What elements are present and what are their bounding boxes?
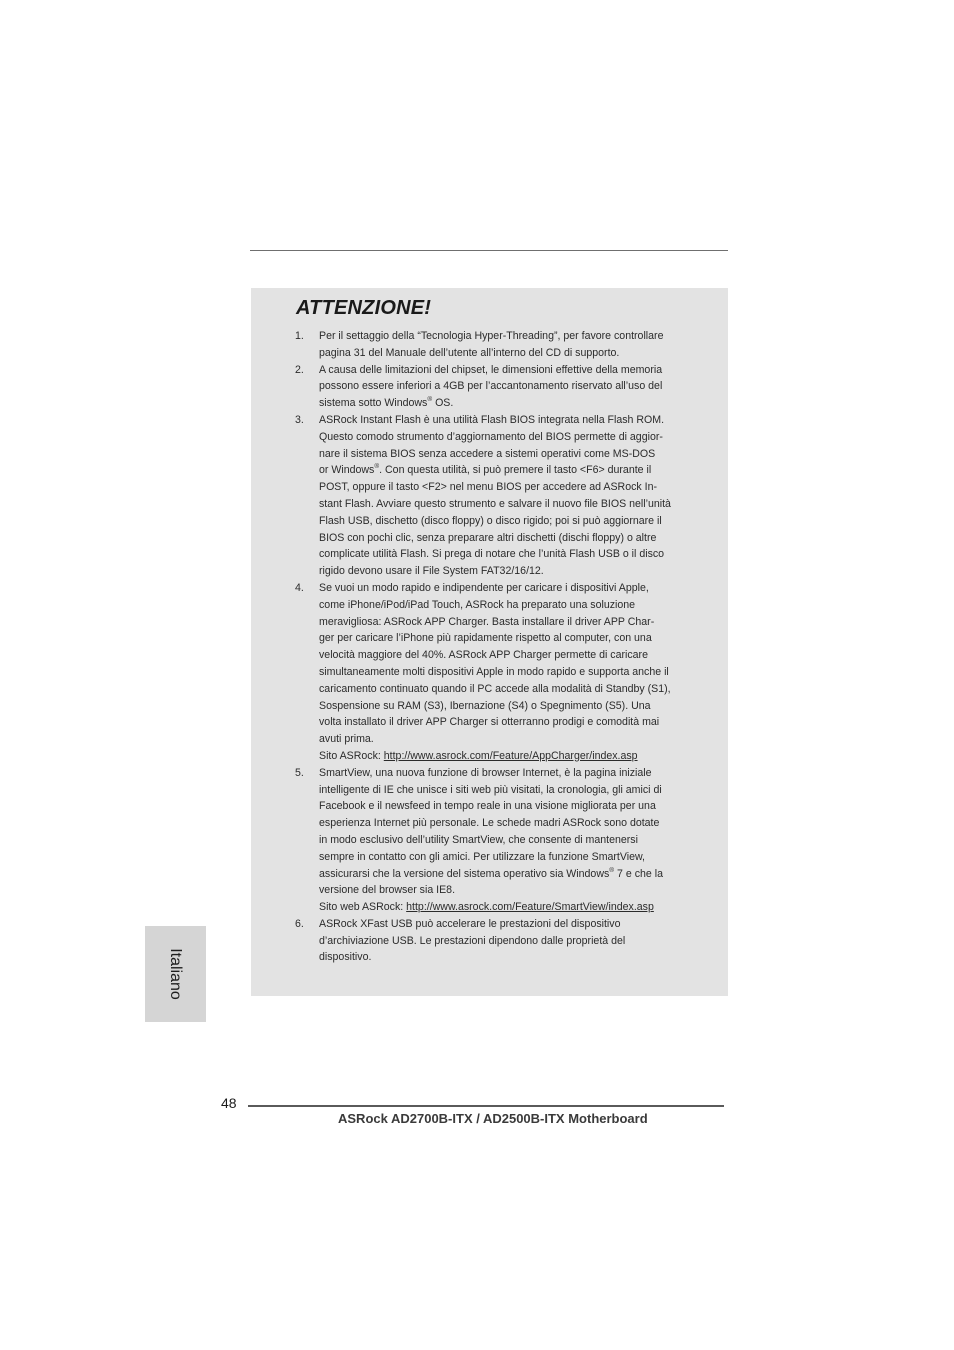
note-text: come iPhone/iPod/iPad Touch, ASRock ha preparato una soluzione [319,598,636,611]
note-line [319,462,695,479]
note-item [295,412,695,580]
note-text: possono essere inferiori a 4GB per l’accantonamento riservato all’uso del [319,380,663,393]
footer-divider [248,1105,724,1107]
note-text: complicate utilità Flash. Si prega di notare che l’unità Flash USB o il disco [319,548,665,561]
note-item-number: 2. [295,363,304,376]
note-line [319,714,695,731]
note-line [319,782,695,799]
note-text: avuti prima. [319,733,374,746]
note-item-number: 6. [295,917,304,930]
language-tab [145,926,206,1022]
note-text: nare il sistema BIOS senza accedere a sistemi operativi come MS-DOS [319,447,656,460]
note-text: SmartView, una nuova funzione di browser Internet, è la pagina iniziale [319,766,652,779]
note-text: d’archiviazione USB. Le prestazioni dipendono dalle proprietà del [319,934,626,947]
note-line [319,597,695,614]
note-item-number: 4. [295,581,304,594]
note-text: sempre in contatto con gli amici. Per utilizzare la funzione SmartView, [319,850,646,863]
note-text: stant Flash. Avviare questo strumento e salvare il nuovo file BIOS nell’unità [319,497,671,510]
note-text: velocità maggiore del 40%. ASRock APP Charger permette di caricare [319,649,648,662]
note-line [319,832,695,849]
attention-title: ATTENZIONE! [296,297,432,319]
note-line [319,479,695,496]
registered-mark: ® [427,396,433,404]
note-text: meravigliosa: ASRock APP Charger. Basta installare il driver APP Char- [319,615,655,628]
note-line [319,395,695,412]
link-label: Sito ASRock: [319,749,384,762]
note-item [295,362,695,412]
note-text: Se vuoi un modo rapido e indipendente per caricare i dispositivi Apple, [319,581,649,594]
note-line [319,698,695,715]
note-line [319,446,695,463]
note-text: Flash USB, dischetto (disco floppy) o disco rigido; poi si può aggiornare il [319,514,662,527]
note-text: Questo comodo strumento d’aggiornamento del BIOS permette di aggior- [319,430,663,443]
note-text: POST, oppure il tasto <F2> nel menu BIOS per accedere ad ASRock In- [319,481,658,494]
note-text: Per il settaggio della “Tecnologia Hyper-Threading”, per favore controllare [319,330,664,342]
note-line [319,933,695,950]
asrock-link[interactable]: http://www.asrock.com/Feature/AppCharger/index.asp [383,749,638,762]
registered-mark: ® [374,463,380,471]
note-text: . Con questa utilità, si può premere il tasto <F6> durante il [379,464,652,477]
footer-title: ASRock AD2700B-ITX / AD2500B-ITX Motherboard [338,1111,648,1126]
note-line [319,664,695,681]
link-label: Sito web ASRock: [319,901,407,914]
registered-mark: ® [609,866,615,874]
note-text: ASRock XFast USB può accelerare le prestazioni del dispositivo [319,917,621,930]
note-link-line [319,748,695,765]
note-item [295,916,695,966]
note-line [319,765,695,782]
note-line [319,916,695,933]
note-text: or Windows [319,464,375,477]
note-line [319,731,695,748]
note-line [319,949,695,966]
note-text: Sospensione su RAM (S3), Ibernazione (S4) o Spegnimento (S5). Una [319,699,651,712]
note-line [319,798,695,815]
asrock-link[interactable]: http://www.asrock.com/Feature/SmartView/index.asp [406,901,654,914]
note-line [319,362,695,379]
note-text: simultaneamente molti dispositivi Apple in modo rapido e supporta anche il [319,665,669,678]
note-text: Facebook e il newsfeed in tempo reale in una visione migliorata per una [319,800,656,813]
note-text: ger per caricare l’iPhone più rapidamente rispetto al computer, con una [319,632,652,645]
note-text: versione del browser sia IE8. [319,884,456,897]
note-line [319,580,695,597]
note-text: BIOS con pochi clic, senza preparare altri dischetti (dischi floppy) o altre [319,531,657,544]
note-line [319,345,695,362]
note-text: ASRock Instant Flash è una utilità Flash BIOS integrata nella Flash ROM. [319,413,665,426]
attention-list [295,328,695,966]
note-line [319,849,695,866]
language-label: Italiano [167,948,184,1000]
note-line [319,328,695,345]
note-line [319,496,695,513]
note-item-number: 5. [295,766,304,779]
note-item [295,765,695,916]
note-text: OS. [432,397,454,410]
note-line [319,530,695,547]
note-line [319,681,695,698]
top-divider [250,250,728,251]
page-number: 48 [221,1095,237,1111]
note-text: in modo esclusivo dell’utility SmartView, che consente di mantenersi [319,833,638,846]
note-line [319,630,695,647]
note-line [319,882,695,899]
note-line [319,513,695,530]
note-text: A causa delle limitazioni del chipset, le dimensioni effettive della memoria [319,363,663,376]
note-line [319,563,695,580]
note-text: sistema sotto Windows [319,397,428,410]
note-text: caricamento continuato quando il PC accede alla modalità di Standby (S1), [319,682,671,695]
note-text: dispositivo. [319,951,372,964]
note-link-line [319,899,695,916]
note-item [295,580,695,765]
note-text: pagina 31 del Manuale dell’utente all’interno del CD di supporto. [319,346,620,359]
note-line [319,412,695,429]
note-line [319,815,695,832]
note-text: rigido devono usare il File System FAT32/16/12. [319,565,544,578]
note-item [295,328,695,362]
note-item-number: 1. [295,330,304,342]
note-line [319,866,695,883]
note-line [319,378,695,395]
note-text: intelligente di IE che unisce i siti web più visitati, la cronologia, gli amici di [319,783,662,796]
note-line [319,614,695,631]
note-line [319,647,695,664]
note-text: esperienza Internet più personale. Le schede madri ASRock sono dotate [319,817,660,830]
attention-box [251,288,728,996]
note-line [319,429,695,446]
note-text: volta installato il driver APP Charger si otterranno prodigi e comodità mai [319,716,660,729]
note-line [319,546,695,563]
note-text: assicurarsi che la versione del sistema operativo sia Windows [319,867,610,880]
note-item-number: 3. [295,413,304,426]
note-text: 7 e che la [614,867,663,880]
